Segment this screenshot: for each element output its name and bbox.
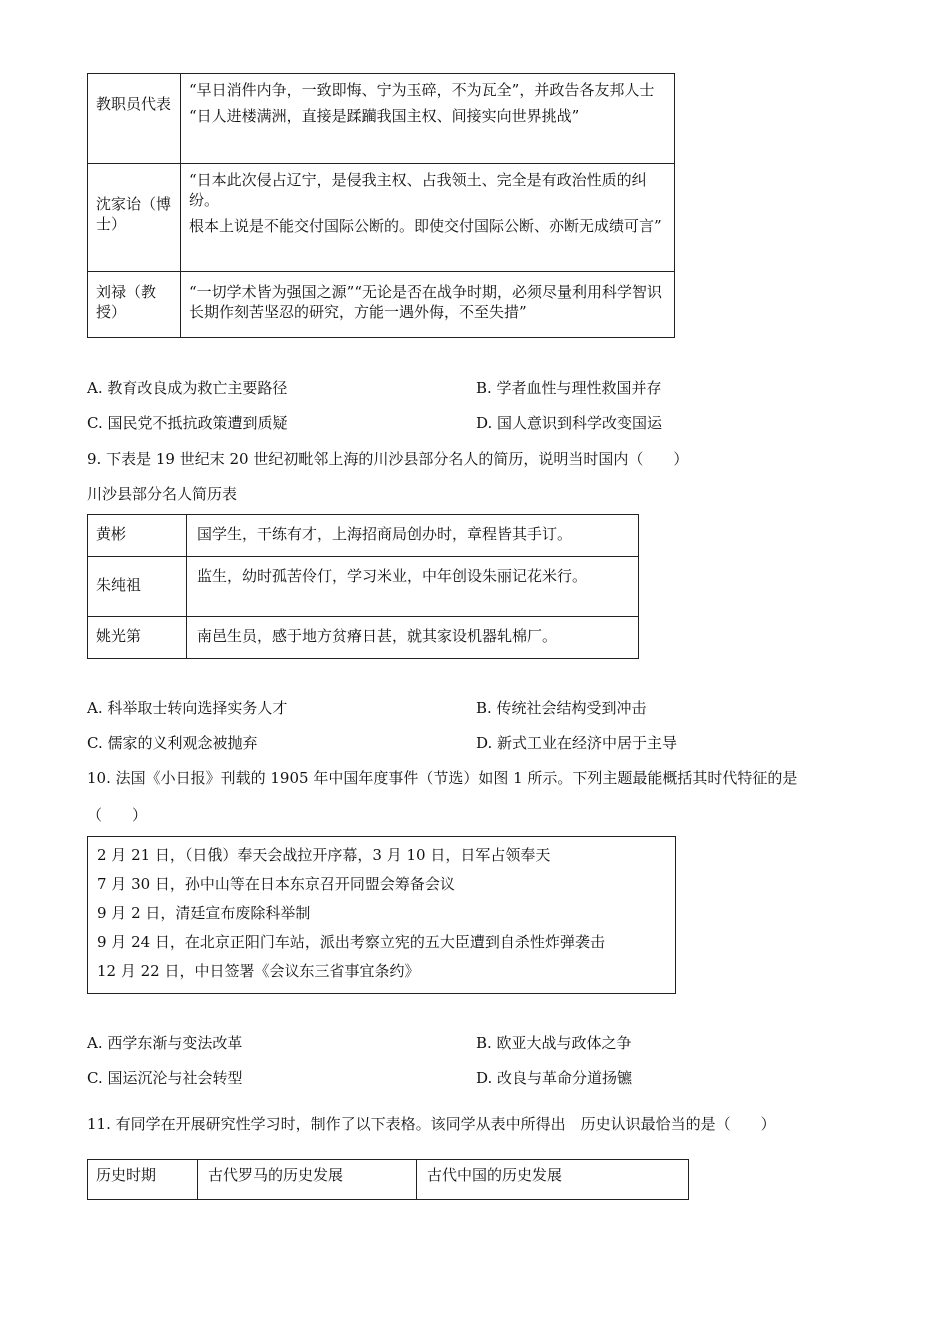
event-item: 12 月 22 日，中日签署《会议东三省事宜条约》 bbox=[97, 962, 420, 980]
option-a[interactable]: A. 科举取士转向选择实务人才 bbox=[87, 699, 288, 717]
option-b[interactable]: B. 学者血性与理性救国并存 bbox=[476, 379, 662, 397]
table-cell-name: 教职员代表 bbox=[88, 74, 181, 164]
comparison-table bbox=[87, 1159, 689, 1200]
biography-table bbox=[87, 514, 639, 659]
question-10-blank: （ ） bbox=[87, 806, 148, 824]
quote-paragraph: “日本此次侵占辽宁，是侵我主权、占我领土、完全是有政治性质的纠纷。 bbox=[189, 171, 647, 209]
table-header-cell: 古代罗马的历史发展 bbox=[198, 1160, 417, 1200]
table-cell-desc: 南邑生员，感于地方贫瘠日甚，就其家设机器轧棉厂。 bbox=[187, 617, 639, 659]
question-10-stem: 10. 法国《小日报》刊载的 1905 年中国年度事件（节选）如图 1 所示。下列主题最能概括其时代特征的是 bbox=[87, 769, 798, 787]
event-item: 9 月 24 日，在北京正阳门车站，派出考察立宪的五大臣遭到自杀性炸弹袭击 bbox=[97, 933, 605, 951]
option-c[interactable]: C. 国运沉沦与社会转型 bbox=[87, 1069, 243, 1087]
events-box bbox=[87, 836, 676, 994]
table-row bbox=[88, 617, 639, 659]
table-row bbox=[88, 74, 675, 164]
table-cell-quote bbox=[181, 164, 675, 272]
table-cell-name: 黄彬 bbox=[88, 515, 187, 557]
table-row bbox=[88, 557, 639, 617]
table-cell-name: 朱纯祖 bbox=[88, 557, 187, 617]
table-cell-name: 姚光第 bbox=[88, 617, 187, 659]
option-b[interactable]: B. 传统社会结构受到冲击 bbox=[476, 699, 647, 717]
question-9-stem: 9. 下表是 19 世纪末 20 世纪初毗邻上海的川沙县部分名人的简历，说明当时国内（ ） bbox=[87, 450, 689, 468]
table-cell-desc: 国学生，干练有才，上海招商局创办时，章程皆其手订。 bbox=[187, 515, 639, 557]
table-header-row bbox=[88, 1160, 689, 1200]
option-a[interactable]: A. 教育改良成为救亡主要路径 bbox=[87, 379, 288, 397]
option-a[interactable]: A. 西学东渐与变法改革 bbox=[87, 1034, 243, 1052]
table-row bbox=[88, 515, 639, 557]
option-d[interactable]: D. 改良与革命分道扬镳 bbox=[476, 1069, 633, 1087]
quote-paragraph: “早日消件内争，一致即悔、宁为玉碎，不为瓦全”，并政告各友邦人士 bbox=[189, 81, 655, 99]
quote-paragraph: “日人进楼满洲，直接是蹂躏我国主权、间接实向世界挑战” bbox=[189, 107, 580, 125]
table-cell-name: 刘禄（教授） bbox=[88, 272, 181, 338]
table-cell-quote bbox=[181, 272, 675, 338]
option-b[interactable]: B. 欧亚大战与政体之争 bbox=[476, 1034, 632, 1052]
table-cell-desc: 监生，幼时孤苦伶仃，学习米业，中年创设朱丽记花米行。 bbox=[187, 557, 639, 617]
table-header-cell: 历史时期 bbox=[88, 1160, 198, 1200]
table-header-cell: 古代中国的历史发展 bbox=[417, 1160, 689, 1200]
event-item: 9 月 2 日，清廷宣布废除科举制 bbox=[97, 904, 311, 922]
question-11-stem: 11. 有同学在开展研究性学习时，制作了以下表格。该同学从表中所得出 历史认识最恰当的是（ ） bbox=[87, 1115, 776, 1133]
table-row bbox=[88, 164, 675, 272]
quote-table bbox=[87, 73, 675, 338]
event-item: 2 月 21 日，（日俄）奉天会战拉开序幕，3 月 10 日，日军占领奉天 bbox=[97, 846, 551, 864]
option-d[interactable]: D. 国人意识到科学改变国运 bbox=[476, 414, 663, 432]
table-title: 川沙县部分名人简历表 bbox=[87, 485, 238, 503]
table-cell-name: 沈家诒（博士） bbox=[88, 164, 181, 272]
option-c[interactable]: C. 儒家的义利观念被抛弃 bbox=[87, 734, 258, 752]
event-item: 7 月 30 日，孙中山等在日本东京召开同盟会筹备会议 bbox=[97, 875, 455, 893]
table-cell-quote bbox=[181, 74, 675, 164]
option-d[interactable]: D. 新式工业在经济中居于主导 bbox=[476, 734, 678, 752]
table-row bbox=[88, 272, 675, 338]
quote-paragraph: 根本上说是不能交付国际公断的。即使交付国际公断、亦断无成绩可言” bbox=[189, 217, 662, 235]
quote-paragraph: “一切学术皆为强国之源”“无论是否在战争时期，必须尽量利用科学智识长期作刻苦坚忍的研究，方能一遇外侮，不至失措” bbox=[189, 283, 663, 321]
option-c[interactable]: C. 国民党不抵抗政策遭到质疑 bbox=[87, 414, 288, 432]
